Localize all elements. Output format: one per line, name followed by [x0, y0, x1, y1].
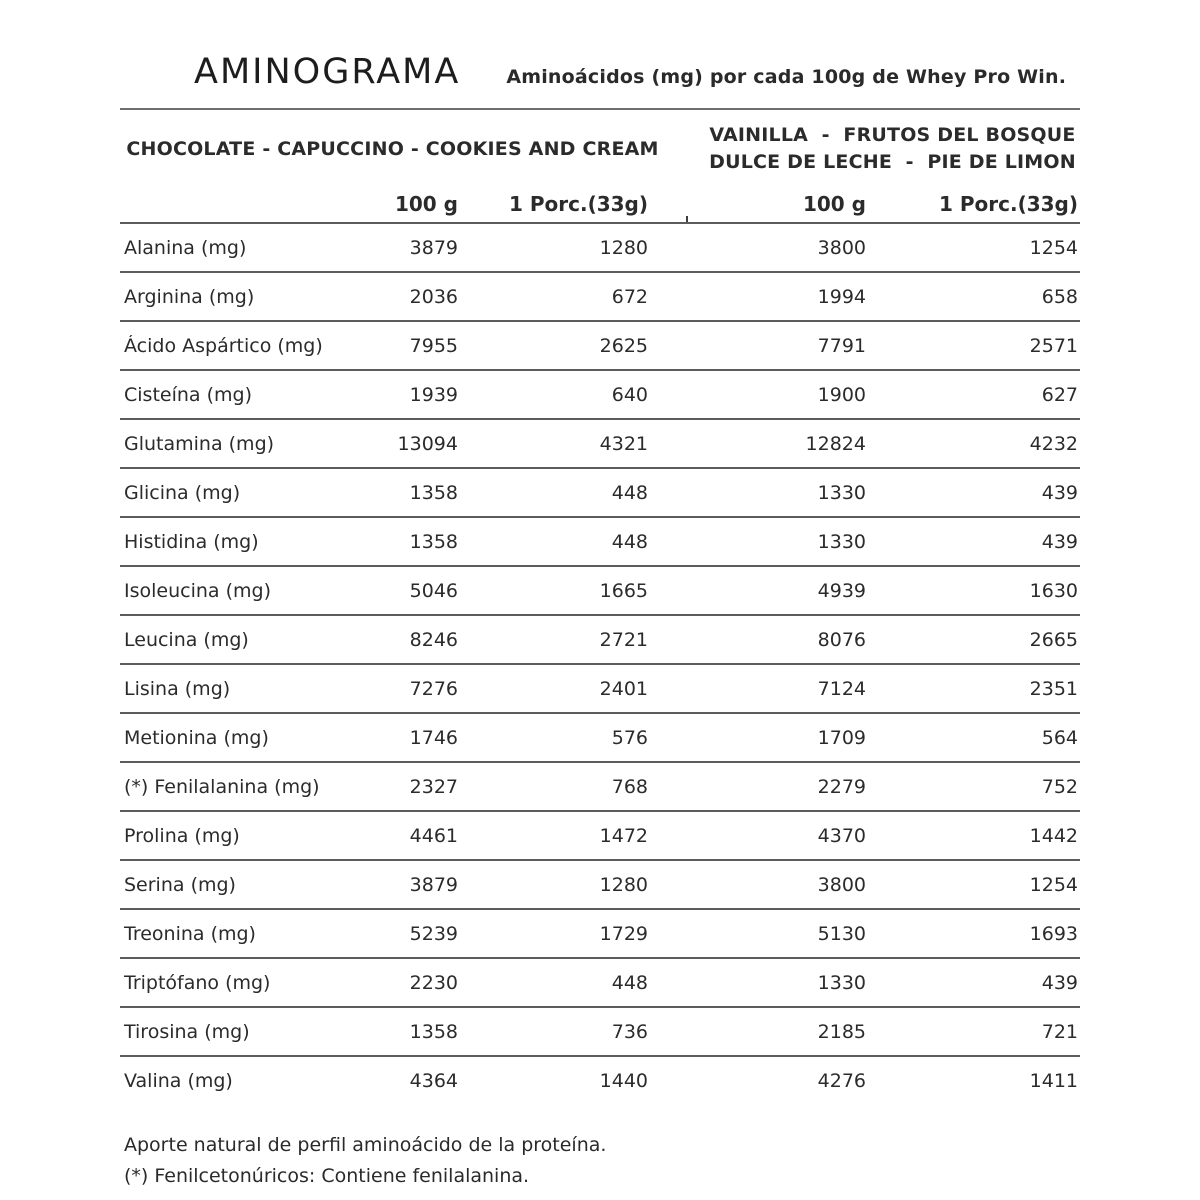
footer-note-2: (*) Fenilcetonúricos: Contiene fenilalanina.: [124, 1165, 530, 1187]
amino-name-cell: Treonina (mg): [124, 922, 256, 945]
amino-name-cell: Alanina (mg): [124, 236, 247, 259]
page-title: AMINOGRAMA: [194, 52, 461, 92]
amino-value-cell: 1280: [599, 236, 648, 259]
amino-name-cell: Arginina (mg): [124, 285, 255, 308]
amino-value-cell: 3800: [817, 236, 866, 259]
amino-value-cell: 576: [611, 726, 648, 749]
amino-name-cell: Lisina (mg): [124, 677, 231, 700]
amino-value-cell: 721: [1041, 1020, 1078, 1043]
amino-value-cell: 1729: [599, 922, 648, 945]
col-header-100g-left: 100 g: [394, 192, 458, 216]
amino-value-cell: 448: [611, 530, 648, 553]
amino-name-cell: Histidina (mg): [124, 530, 259, 553]
amino-value-cell: 2625: [599, 334, 648, 357]
amino-value-cell: 439: [1041, 481, 1078, 504]
flavor-right-line2: DULCE DE LECHE - PIE DE LIMON: [709, 151, 1076, 173]
amino-value-cell: 1665: [599, 579, 648, 602]
amino-name-cell: Serina (mg): [124, 873, 236, 896]
amino-value-cell: 1411: [1029, 1069, 1078, 1092]
amino-value-cell: 5130: [817, 922, 866, 945]
table-row: [120, 614, 1080, 663]
col-header-100g-right: 100 g: [802, 192, 866, 216]
amino-name-cell: Ácido Aspártico (mg): [124, 334, 323, 357]
table-body: [120, 222, 1080, 1104]
amino-value-cell: 7791: [817, 334, 866, 357]
col-header-porc-left: 1 Porc.(33g): [508, 192, 648, 216]
amino-value-cell: 5239: [409, 922, 458, 945]
amino-value-cell: 640: [611, 383, 648, 406]
amino-value-cell: 2279: [817, 775, 866, 798]
amino-name-cell: Valina (mg): [124, 1069, 233, 1092]
amino-value-cell: 5046: [409, 579, 458, 602]
column-divider: [650, 216, 688, 222]
amino-value-cell: 4370: [817, 824, 866, 847]
amino-value-cell: 7955: [409, 334, 458, 357]
amino-value-cell: 1746: [409, 726, 458, 749]
label-content: [120, 0, 1080, 1192]
amino-name-cell: Glicina (mg): [124, 481, 241, 504]
amino-value-cell: 752: [1041, 775, 1078, 798]
amino-value-cell: 448: [611, 481, 648, 504]
footer-notes: [120, 1130, 1080, 1192]
amino-value-cell: 2401: [599, 677, 648, 700]
aminogram-table: [120, 182, 1080, 1104]
amino-value-cell: 2665: [1029, 628, 1078, 651]
amino-value-cell: 1994: [817, 285, 866, 308]
amino-value-cell: 1693: [1029, 922, 1078, 945]
table-column-header-row: [120, 182, 1080, 222]
table-row: [120, 516, 1080, 565]
amino-value-cell: 1358: [409, 530, 458, 553]
amino-value-cell: 4232: [1029, 432, 1078, 455]
amino-value-cell: 768: [611, 775, 648, 798]
table-row: [120, 957, 1080, 1006]
amino-value-cell: 1330: [817, 971, 866, 994]
amino-value-cell: 3800: [817, 873, 866, 896]
amino-value-cell: 4364: [409, 1069, 458, 1092]
amino-value-cell: 1939: [409, 383, 458, 406]
amino-value-cell: 2571: [1029, 334, 1078, 357]
flavor-right-line1: VAINILLA - FRUTOS DEL BOSQUE: [709, 124, 1076, 146]
amino-value-cell: 627: [1041, 383, 1078, 406]
amino-value-cell: 439: [1041, 530, 1078, 553]
amino-value-cell: 2230: [409, 971, 458, 994]
amino-name-cell: Cisteína (mg): [124, 383, 252, 406]
table-row: [120, 565, 1080, 614]
amino-value-cell: 658: [1041, 285, 1078, 308]
amino-value-cell: 1900: [817, 383, 866, 406]
amino-name-cell: Metionina (mg): [124, 726, 269, 749]
amino-column-spacer: [120, 216, 360, 222]
amino-value-cell: 1442: [1029, 824, 1078, 847]
table-row: [120, 369, 1080, 418]
flavor-group-right: [665, 122, 1080, 176]
amino-value-cell: 1472: [599, 824, 648, 847]
amino-value-cell: 2185: [817, 1020, 866, 1043]
amino-value-cell: 1709: [817, 726, 866, 749]
amino-name-cell: Tirosina (mg): [124, 1020, 250, 1043]
amino-value-cell: 1254: [1029, 873, 1078, 896]
amino-name-cell: Leucina (mg): [124, 628, 249, 651]
page-subtitle: Aminoácidos (mg) por cada 100g de Whey Pro Win.: [506, 66, 1067, 88]
label-header: [120, 0, 1080, 110]
amino-name-cell: Isoleucina (mg): [124, 579, 271, 602]
amino-value-cell: 4276: [817, 1069, 866, 1092]
amino-value-cell: 672: [611, 285, 648, 308]
amino-name-cell: (*) Fenilalanina (mg): [124, 775, 320, 798]
flavor-groups: [120, 110, 1080, 182]
table-row: [120, 1055, 1080, 1104]
amino-value-cell: 1358: [409, 481, 458, 504]
amino-value-cell: 1254: [1029, 236, 1078, 259]
amino-value-cell: 8246: [409, 628, 458, 651]
amino-value-cell: 4461: [409, 824, 458, 847]
amino-value-cell: 1330: [817, 530, 866, 553]
table-row: [120, 712, 1080, 761]
table-row: [120, 271, 1080, 320]
amino-value-cell: 3879: [409, 873, 458, 896]
amino-value-cell: 2327: [409, 775, 458, 798]
amino-value-cell: 3879: [409, 236, 458, 259]
table-row: [120, 859, 1080, 908]
amino-value-cell: 2721: [599, 628, 648, 651]
amino-name-cell: Prolina (mg): [124, 824, 240, 847]
amino-value-cell: 736: [611, 1020, 648, 1043]
amino-value-cell: 1630: [1029, 579, 1078, 602]
table-row: [120, 222, 1080, 271]
amino-value-cell: 439: [1041, 971, 1078, 994]
flavor-group-left: CHOCOLATE - CAPUCCINO - COOKIES AND CREAM: [126, 138, 659, 160]
amino-value-cell: 1330: [817, 481, 866, 504]
amino-value-cell: 1440: [599, 1069, 648, 1092]
table-row: [120, 761, 1080, 810]
table-row: [120, 467, 1080, 516]
amino-value-cell: 2351: [1029, 677, 1078, 700]
amino-value-cell: 1280: [599, 873, 648, 896]
amino-value-cell: 7124: [817, 677, 866, 700]
table-row: [120, 1006, 1080, 1055]
footer-note-1: Aporte natural de perfil aminoácido de la proteína.: [124, 1134, 607, 1156]
table-row: [120, 908, 1080, 957]
amino-value-cell: 13094: [397, 432, 458, 455]
amino-value-cell: 7276: [409, 677, 458, 700]
amino-value-cell: 4939: [817, 579, 866, 602]
amino-name-cell: Glutamina (mg): [124, 432, 275, 455]
amino-value-cell: 4321: [599, 432, 648, 455]
amino-value-cell: 448: [611, 971, 648, 994]
col-header-porc-right: 1 Porc.(33g): [938, 192, 1078, 216]
table-row: [120, 663, 1080, 712]
amino-value-cell: 8076: [817, 628, 866, 651]
amino-value-cell: 564: [1041, 726, 1078, 749]
amino-value-cell: 2036: [409, 285, 458, 308]
table-row: [120, 810, 1080, 859]
table-row: [120, 418, 1080, 467]
amino-value-cell: 12824: [805, 432, 866, 455]
amino-value-cell: 1358: [409, 1020, 458, 1043]
amino-name-cell: Triptófano (mg): [124, 971, 271, 994]
table-row: [120, 320, 1080, 369]
